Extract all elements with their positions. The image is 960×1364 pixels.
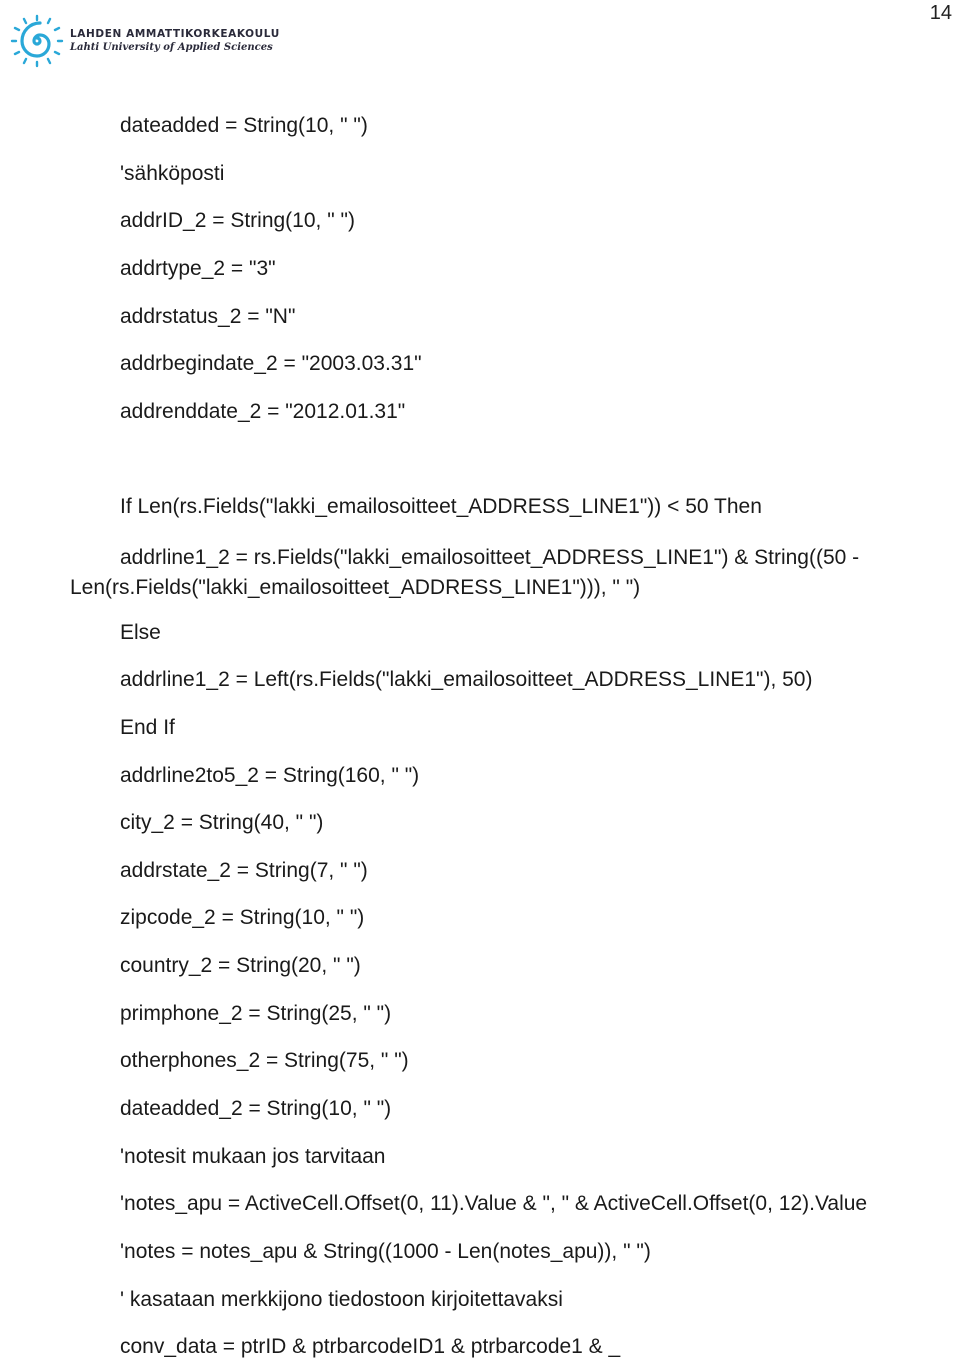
logo-name: LAHDEN AMMATTIKORKEAKOULU [70,27,280,40]
code-line: 'notes_apu = ActiveCell.Offset(0, 11).Value & ", " & ActiveCell.Offset(0, 12).Value [120,1192,868,1215]
page-number: 14 [929,2,952,24]
code-line: Else [120,621,161,644]
code-line: dateadded = String(10, " ") [120,114,368,137]
code-line: 'notes = notes_apu & String((1000 - Len(notes_apu)), " ") [120,1240,651,1263]
code-line: 'sähköposti [120,162,225,185]
university-logo [10,14,280,68]
code-line-wrapped: addrline1_2 = rs.Fields("lakki_emailosoitteet_ADDRESS_LINE1") & String((50 - Len(rs.Fields("lakki_emailosoitteet_ADDRESS_LINE1"))), " ") [70,546,860,599]
code-line: city_2 = String(40, " ") [120,811,324,834]
logo-subtitle: Lahti University of Applied Sciences [70,41,273,53]
code-line: primphone_2 = String(25, " ") [120,1002,392,1025]
code-line: otherphones_2 = String(75, " ") [120,1049,409,1072]
code-line: addrbegindate_2 = "2003.03.31" [120,352,422,375]
code-line: addrtype_2 = "3" [120,257,276,280]
code-line: addrenddate_2 = "2012.01.31" [120,400,406,423]
code-line: addrstatus_2 = "N" [120,305,296,328]
code-line: addrline1_2 = Left(rs.Fields("lakki_emailosoitteet_ADDRESS_LINE1"), 50) [120,668,813,691]
code-line: If Len(rs.Fields("lakki_emailosoitteet_ADDRESS_LINE1")) < 50 Then [120,495,762,518]
code-line: 'notesit mukaan jos tarvitaan [120,1145,386,1168]
code-line: conv_data = ptrID & ptrbarcodeID1 & ptrbarcode1 & _ [120,1335,621,1358]
code-line: zipcode_2 = String(10, " ") [120,906,365,929]
code-line: addrstate_2 = String(7, " ") [120,859,368,882]
code-line: End If [120,716,175,739]
code-line: country_2 = String(20, " ") [120,954,361,977]
code-line: addrline2to5_2 = String(160, " ") [120,764,420,787]
spiral-logo-icon [10,14,64,68]
code-line: ' kasataan merkkijono tiedostoon kirjoitettavaksi [120,1288,563,1311]
code-line: addrID_2 = String(10, " ") [120,209,355,232]
code-line: dateadded_2 = String(10, " ") [120,1097,392,1120]
